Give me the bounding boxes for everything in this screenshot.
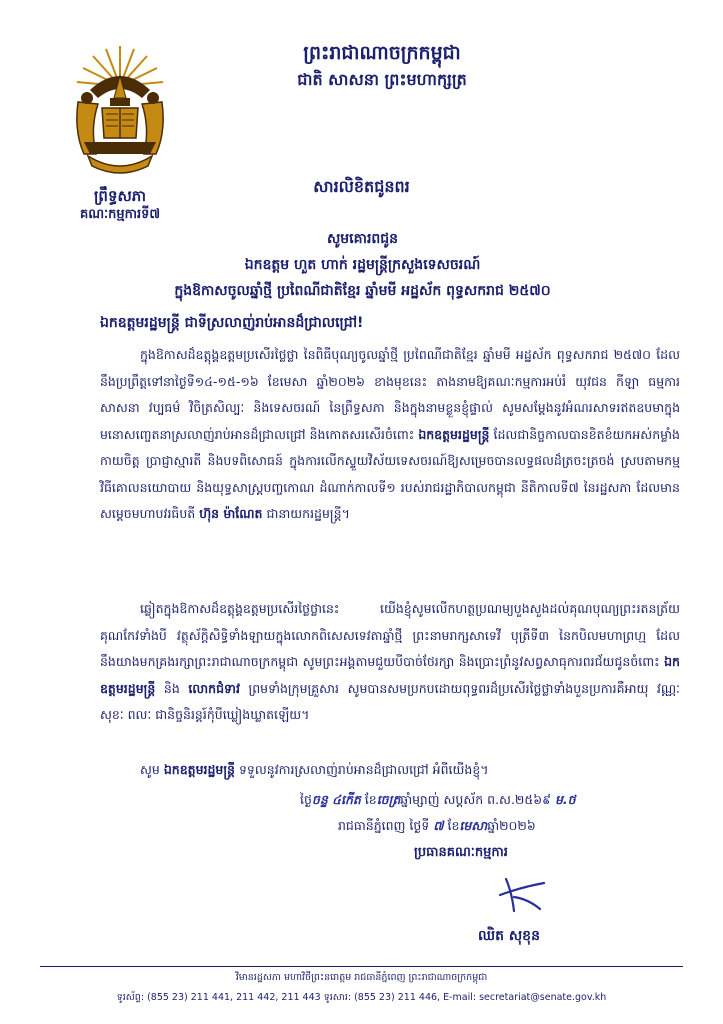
lunar-month-handwritten: ចេត្រ [376, 792, 401, 807]
p2-bold-2: លោកជំទាវ [188, 680, 240, 696]
kingdom-name: ព្រះរាជាណាចក្រកម្ពុជា [303, 42, 461, 64]
lunar-month-label: ខែ [364, 792, 377, 807]
p2-and: និង [163, 680, 180, 696]
national-motto: ជាតិ សាសនា ព្រះមហាក្សត្រ [297, 70, 467, 89]
signatory-name: ឈិត សុខុន [478, 928, 540, 944]
closing-pre: សូម [140, 762, 160, 777]
committee-name: គណៈកម្មការទី៧ [79, 207, 160, 222]
signatory-title: ប្រធានគណៈកម្មការ [414, 845, 508, 860]
solar-month-label: ខែ [447, 818, 460, 833]
senate-emblem-icon [70, 42, 170, 180]
closing-bold: ឯកឧត្តមរដ្ឋមន្ត្រី [163, 762, 235, 777]
lunar-day-handwritten: ចន្ទ ៤កើត [311, 792, 361, 807]
solar-date [338, 818, 536, 837]
footer-contacts [40, 990, 683, 1006]
lunar-mark-handwritten: ម.ថ [554, 792, 576, 807]
lunar-prefix: ថ្ងៃ [300, 792, 312, 807]
phone-label: ទូរស័ព្ទ: [116, 992, 145, 1003]
fax-email: (855 23) 211 446, E-mail: secretariat@senate.gov.kh [354, 992, 607, 1003]
lunar-date [300, 792, 576, 811]
footer-divider [40, 966, 683, 967]
fax-label: ទូរសារ: [323, 992, 352, 1003]
footer-address: វិមានរដ្ឋសភា មហាវិថីព្រះនរោត្តម រាជធានីភ្នំពេញ ព្រះរាជាណាចក្រកម្ពុជា [235, 972, 488, 983]
document-title: សារលិខិតជូនពរ [313, 177, 410, 196]
org-name: ព្រឹទ្ធសភា [93, 187, 147, 205]
addressee-block [40, 226, 685, 304]
closing-post: ទទួលនូវការស្រលាញ់រាប់អានដ៏ជ្រាលជ្រៅ អំពីយើងខ្ញុំ។ [238, 762, 489, 777]
closing-line [140, 758, 489, 782]
handwritten-signature-icon [492, 873, 552, 915]
p1-text-1: ក្នុងឱកាសដ៏ឧត្តុង្គឧត្តមប្រសើរថ្លៃថ្លា នៃពិធីបុណ្យចូលឆ្នាំថ្មី ប្រពៃណីជាតិខ្មែរ ឆ្នាំមមី អដ្ឋស័ក ពុទ្ធសករាជ ២៥៧០ ដែលនឹងប្រព្រឹត្តទៅនាថ្ងៃទី១៤-១៥-១៦ ខែមេសា ឆ្នាំ២០២៦ ខាងមុខនេះ តាងនាមឱ្យគណៈកម្មការអប់រំ យុវជន កីឡា ធម្មការ សាសនា វប្បធម៌ វិចិត្រសិល្បៈ និងទេសចរណ៍ នៃព្រឹទ្ធសភា និងក្នុងនាមខ្លួនខ្ញុំផ្ទាល់ សូមសម្តែងនូវអំណរសាទរឥតឧបមាក្នុងមនោសញ្ចេតនាស្រលាញ់រាប់អានដ៏ជ្រាលជ្រៅ និងកោតសរសើរចំពោះ [100, 347, 680, 442]
paragraph-1 [100, 342, 680, 528]
kingdom-motto [232, 40, 532, 92]
p2-bold-1: ឯកឧត្តមរដ្ឋមន្ត្រី [100, 654, 680, 696]
salutation: ឯកឧត្តមរដ្ឋមន្ត្រី ជាទីស្រលាញ់រាប់អានដ៏ជ្រាលជ្រៅ! [100, 315, 364, 331]
address-line-2: ឯកឧត្តម ហួត ហាក់ រដ្ឋមន្ត្រីក្រសួងទេសចរណ៍ [244, 257, 481, 273]
solar-prefix: រាជធានីភ្នំពេញ ថ្ងៃទី [338, 818, 430, 833]
p1-bold-1: ឯកឧត្តមរដ្ឋមន្ត្រី [418, 426, 490, 442]
p1-text-2: ដែលជានិច្ចកាលបានខិតខំយកអស់កម្លាំងកាយចិត្ត ប្រាជ្ញាស្មារតី និងបទពិសោធន៍ ក្នុងការលើកស្ទួយវិស័យទេសចរណ៍ឱ្យសម្រេចបានលទ្ធផលដ៏ត្រចះត្រចង់ ស្របតាមកម្មវិធីគោលនយោបាយ និងយុទ្ធសាស្ត្របញ្ចកោណ ដំណាក់កាលទី១ របស់រាជរដ្ឋាភិបាលកម្ពុជា នីតិកាលទី៧ នៃរដ្ឋសភា ដែលមានសម្តេចមហាបវរធិបតី [100, 426, 680, 521]
p1-bold-2: ហ៊ុន ម៉ាណែត [199, 506, 263, 521]
p1-text-3: ជានាយករដ្ឋមន្ត្រី។ [266, 506, 350, 521]
address-line-1: សូមគោរពជូន [326, 231, 399, 247]
paragraph-2 [100, 596, 680, 729]
solar-suffix: ឆ្នាំ២០២៦ [487, 818, 536, 833]
p2-text-1: ឆ្លៀតក្នុងឱកាសដ៏ឧត្តុង្គឧត្តមប្រសើរថ្លៃថ្លានេះ យើងខ្ញុំសូមលើកហត្ថប្រណម្យបួងសួងដល់គុណបុណ្យព្រះរតនត្រ័យគុណកែវទាំងបី វត្ថុស័ក្តិសិទ្ធិទាំងឡាយក្នុងលោកពិសេសទេវតាឆ្នាំថ្មី ព្រះនាមរាក្សសាទេវី បុត្រីទី៣ នៃកបិលមហាព្រហ្ម ដែលនឹងយាងមកគ្រងរក្សាព្រះរាជាណាចក្រកម្ពុជា សូមព្រះអង្គតាមជួយបីបាច់ថែរក្សា និងប្រោះព្រំនូវសព្វសាធុការពរជ័យជូនចំពោះ [100, 601, 680, 669]
lunar-suffix: ឆ្នាំម្សាញ់ សប្តស័ក ព.ស.២៥៦៩ [400, 792, 551, 807]
solar-day-handwritten: ៧ [433, 818, 444, 833]
solar-month-handwritten: មេសា [459, 818, 488, 833]
p2-text-2: ព្រមទាំងក្រុមគ្រួសារ សូមបានសមប្រកបដោយពុទ្ធពរដ៏ប្រសើរថ្លៃថ្លាទាំងបួនប្រការគឺអាយុ វណ្ណៈ សុខៈ ពលៈ ជានិច្ចនិរន្តរ៍កុំបីឃ្លៀងឃ្លាតឡើយ។ [100, 680, 680, 722]
phone-numbers: (855 23) 211 441, 211 442, 211 443 [147, 992, 321, 1003]
address-line-3: ក្នុងឱកាសចូលឆ្នាំថ្មី ប្រពៃណីជាតិខ្មែរ ឆ្នាំមមី អដ្ឋស័ក ពុទ្ធសករាជ ២៥៧០ [174, 283, 551, 299]
